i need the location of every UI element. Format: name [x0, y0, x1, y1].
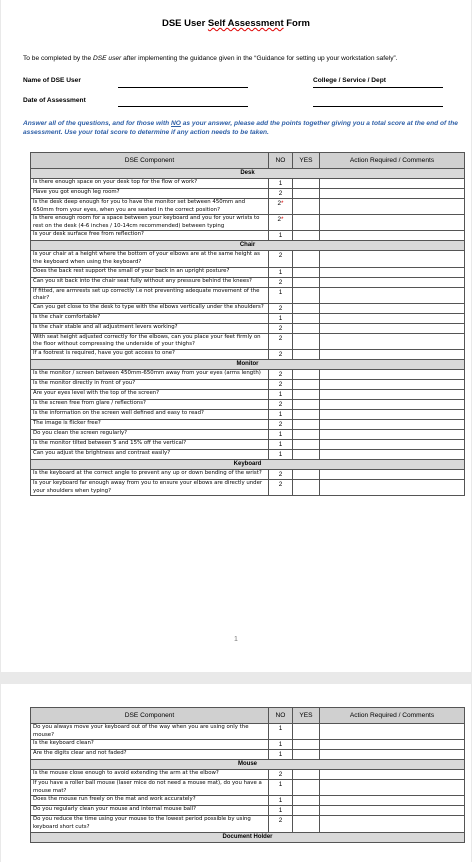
no-score-value: 1 [278, 450, 283, 458]
no-score [269, 409, 293, 419]
yes-cell[interactable] [293, 796, 320, 806]
question-row [31, 750, 465, 760]
no-score [269, 313, 293, 323]
question-text: Is the keyboard clean? [31, 740, 269, 750]
question-text: Is the mouse close enough to avoid extending the arm at the elbow? [31, 770, 269, 780]
yes-cell[interactable] [293, 199, 320, 215]
question-text: Does the back rest support the small of your back in an upright posture? [31, 267, 269, 277]
yes-cell[interactable] [293, 780, 320, 796]
question-row [31, 409, 465, 419]
question-text: Is the information on the screen well defined and easy to read? [31, 409, 269, 419]
no-score-value: 1 [278, 741, 283, 749]
section-row [31, 359, 465, 369]
no-score [269, 449, 293, 459]
question-text: Is the monitor directly in front of you? [31, 379, 269, 389]
no-score [269, 429, 293, 439]
date-field[interactable] [118, 106, 248, 107]
header-yes: YES [293, 153, 320, 169]
action-comments-cell[interactable] [320, 429, 465, 439]
question-text: Can you get close to the desk to type with the elbows vertically under the shoulders? [31, 303, 269, 313]
action-comments-cell[interactable] [320, 189, 465, 199]
action-comments-cell[interactable] [320, 409, 465, 419]
question-row [31, 780, 465, 796]
date-label: Date of Assessment [23, 97, 86, 104]
section-label: Desk [31, 169, 465, 179]
question-text: Can you sit back into the chair seat fully without any pressure behind the knees? [31, 277, 269, 287]
question-text: With seat height adjusted correctly for the elbows, can you place your feet firmly on the floor without compressing the underside of your thighs? [31, 333, 269, 349]
question-row [31, 479, 465, 495]
no-score-value: 2 [278, 370, 283, 378]
asterisk-mark: * [281, 216, 284, 224]
action-comments-cell[interactable] [320, 333, 465, 349]
question-row [31, 389, 465, 399]
no-score [269, 277, 293, 287]
action-comments-cell[interactable] [320, 179, 465, 189]
yes-cell[interactable] [293, 724, 320, 740]
no-score [269, 199, 293, 215]
action-comments-cell[interactable] [320, 399, 465, 409]
no-score-value: 2 [278, 400, 283, 408]
asterisk-mark: * [281, 200, 284, 207]
action-comments-cell[interactable] [320, 780, 465, 796]
no-score [269, 323, 293, 333]
college-field[interactable] [313, 87, 443, 88]
question-row [31, 215, 465, 231]
question-text: Do you always move your keyboard out of the way when you are using only the mouse? [31, 724, 269, 740]
name-label: Name of DSE User [23, 77, 81, 84]
yes-cell[interactable] [293, 323, 320, 333]
section-label: Keyboard [31, 459, 465, 469]
question-text: Do you regularly clean your mouse and internal mouse ball? [31, 806, 269, 816]
header-no: NO [269, 708, 293, 724]
section-label: Mouse [31, 760, 465, 770]
section-row [31, 459, 465, 469]
no-score [269, 816, 293, 832]
form-page-2 [1, 684, 471, 862]
action-comments-cell[interactable] [320, 251, 465, 267]
action-comments-cell[interactable] [320, 389, 465, 399]
yes-cell[interactable] [293, 806, 320, 816]
question-text: Does the mouse run freely on the mat and work accurately? [31, 796, 269, 806]
question-text: Is the chair comfortable? [31, 313, 269, 323]
yes-cell[interactable] [293, 740, 320, 750]
assessment-table-page-1 [30, 152, 465, 496]
yes-cell[interactable] [293, 816, 320, 832]
action-comments-cell[interactable] [320, 770, 465, 780]
yes-cell[interactable] [293, 469, 320, 479]
question-text: Is there enough room for a space between your keyboard and you for your wrists to rest on the desk (4-6 inches / 10-14cm recommended) between typing [31, 215, 269, 231]
yes-cell[interactable] [293, 409, 320, 419]
action-comments-cell[interactable] [320, 449, 465, 459]
no-score-value: 2 [277, 200, 282, 207]
action-comments-cell[interactable] [320, 277, 465, 287]
question-text: If you have a roller ball mouse (laser mice do not need a mouse mat), do you have a mouse mat? [31, 780, 269, 796]
no-score [269, 189, 293, 199]
question-row [31, 429, 465, 439]
no-score [269, 479, 293, 495]
no-score [269, 724, 293, 740]
section-row [31, 169, 465, 179]
action-comments-cell[interactable] [320, 479, 465, 495]
no-score [269, 267, 293, 277]
no-score-value: 1 [278, 180, 283, 187]
no-score-value: 2 [278, 304, 283, 312]
no-score [269, 419, 293, 429]
question-row [31, 449, 465, 459]
assessment-table-page-2 [30, 707, 465, 843]
question-text: Is your desk surface free from reflection? [31, 231, 269, 241]
action-comments-cell[interactable] [320, 199, 465, 215]
header-action: Action Required / Comments [320, 708, 465, 724]
question-text: Is the keyboard at the correct angle to prevent any up or down bending of the wrist? [31, 469, 269, 479]
action-comments-cell[interactable] [320, 287, 465, 303]
yes-cell[interactable] [293, 750, 320, 760]
header-no: NO [269, 153, 293, 169]
question-text: Is your chair at a height where the bottom of your elbows are at the same height as the keyboard when using the keyboard? [31, 251, 269, 267]
action-comments-cell[interactable] [320, 816, 465, 832]
yes-cell[interactable] [293, 189, 320, 199]
yes-cell[interactable] [293, 439, 320, 449]
question-row [31, 277, 465, 287]
action-comments-cell[interactable] [320, 796, 465, 806]
action-comments-cell[interactable] [320, 303, 465, 313]
no-score [269, 215, 293, 231]
question-text: Is the monitor / screen between 450mm-650mm away from your eyes (arms length) [31, 369, 269, 379]
no-score-value: 1 [278, 390, 283, 398]
question-row [31, 770, 465, 780]
no-score [269, 349, 293, 359]
question-row [31, 313, 465, 323]
question-row [31, 189, 465, 199]
no-score [269, 806, 293, 816]
action-comments-cell[interactable] [320, 313, 465, 323]
yes-cell[interactable] [293, 449, 320, 459]
header-component: DSE Component [31, 708, 269, 724]
no-score-value: 1 [278, 232, 283, 240]
question-row [31, 740, 465, 750]
yes-cell[interactable] [293, 251, 320, 267]
extra-field[interactable] [313, 106, 443, 107]
no-score [269, 750, 293, 760]
yes-cell[interactable] [293, 369, 320, 379]
action-comments-cell[interactable] [320, 724, 465, 740]
action-comments-cell[interactable] [320, 349, 465, 359]
question-row [31, 349, 465, 359]
question-text: Is there enough space on your desk top for the flow of work? [31, 179, 269, 189]
section-label: Monitor [31, 359, 465, 369]
no-score-value: 2 [278, 470, 283, 478]
action-comments-cell[interactable] [320, 419, 465, 429]
action-comments-cell[interactable] [320, 806, 465, 816]
no-score-value: 2 [278, 252, 283, 260]
question-row [31, 806, 465, 816]
section-label: Chair [31, 241, 465, 251]
no-score-value: 1 [278, 440, 283, 448]
no-score-value: 2 [278, 480, 283, 488]
question-text: Is the screen free from glare / reflections? [31, 399, 269, 409]
no-score-value: 1 [278, 430, 283, 438]
no-score-value: 2 [278, 420, 283, 428]
question-row [31, 231, 465, 241]
section-row [31, 760, 465, 770]
question-text: Is the monitor tilted between 5 and 15% off the vertical? [31, 439, 269, 449]
yes-cell[interactable] [293, 287, 320, 303]
question-row [31, 267, 465, 277]
question-row [31, 399, 465, 409]
action-comments-cell[interactable] [320, 469, 465, 479]
question-row [31, 469, 465, 479]
question-text: Are the digits clear and not faded? [31, 750, 269, 760]
header-yes: YES [293, 708, 320, 724]
action-comments-cell[interactable] [320, 215, 465, 231]
no-score-value: 2 [278, 380, 283, 388]
question-row [31, 796, 465, 806]
section-row [31, 832, 465, 842]
no-score-value: 2 [278, 771, 283, 779]
yes-cell[interactable] [293, 303, 320, 313]
section-label: Document Holder [31, 832, 465, 842]
header-component: DSE Component [31, 153, 269, 169]
table-body-page-1 [31, 169, 465, 496]
question-row [31, 323, 465, 333]
yes-cell[interactable] [293, 479, 320, 495]
question-row [31, 303, 465, 313]
action-comments-cell[interactable] [320, 231, 465, 241]
no-score [269, 179, 293, 189]
no-score-value: 1 [278, 751, 283, 759]
no-score [269, 439, 293, 449]
no-score-value: 2 [278, 278, 283, 286]
question-row [31, 251, 465, 267]
action-comments-cell[interactable] [320, 267, 465, 277]
no-score [269, 740, 293, 750]
question-text: The image is flicker free? [31, 419, 269, 429]
question-row [31, 379, 465, 389]
no-score-value: 1 [278, 781, 283, 789]
no-score [269, 770, 293, 780]
no-score-value: 1 [278, 268, 283, 276]
yes-cell[interactable] [293, 379, 320, 389]
yes-cell[interactable] [293, 277, 320, 287]
question-row [31, 724, 465, 740]
yes-cell[interactable] [293, 267, 320, 277]
yes-cell[interactable] [293, 179, 320, 189]
no-score-value: 1 [278, 797, 283, 805]
no-score [269, 287, 293, 303]
question-row [31, 333, 465, 349]
question-row [31, 419, 465, 429]
no-score [269, 399, 293, 409]
yes-cell[interactable] [293, 313, 320, 323]
no-score [269, 231, 293, 241]
yes-cell[interactable] [293, 419, 320, 429]
no-score-value: 1 [278, 314, 283, 322]
no-score [269, 251, 293, 267]
action-comments-cell[interactable] [320, 750, 465, 760]
yes-cell[interactable] [293, 215, 320, 231]
question-row [31, 439, 465, 449]
no-score [269, 780, 293, 796]
no-score [269, 379, 293, 389]
no-score [269, 796, 293, 806]
no-score-value: 1 [278, 807, 283, 815]
no-score-value: 1 [278, 725, 283, 732]
yes-cell[interactable] [293, 231, 320, 241]
question-text: Do you clean the screen regularly? [31, 429, 269, 439]
question-text: Is the desk deep enough for you to have the monitor set between 450mm and 650mm from your eyes, when you are seated in the correct position? [31, 199, 269, 215]
action-comments-cell[interactable] [320, 439, 465, 449]
header-action: Action Required / Comments [320, 153, 465, 169]
form-page-1 [1, 0, 471, 672]
no-score-value: 2 [278, 334, 283, 342]
question-row [31, 369, 465, 379]
intro-text: To be completed by the DSE user after implementing the guidance given in the “Guidance for setting up your workstation safely”. [23, 55, 398, 62]
question-text: If fitted, are armrests set up correctly i.e not preventing adequate movement of the chair? [31, 287, 269, 303]
yes-cell[interactable] [293, 389, 320, 399]
question-text: Can you adjust the brightness and contrast easily? [31, 449, 269, 459]
table-body-page-2 [31, 724, 465, 843]
yes-cell[interactable] [293, 429, 320, 439]
question-text: Is your keyboard far enough away from you to ensure your elbows are directly under your shoulders when typing? [31, 479, 269, 495]
no-score-value: 2 [278, 350, 283, 358]
no-score-value: 2 [278, 190, 283, 197]
no-score-value: 2 [277, 216, 282, 224]
no-score-value: 2 [278, 324, 283, 332]
no-score [269, 389, 293, 399]
yes-cell[interactable] [293, 333, 320, 349]
no-score [269, 303, 293, 313]
no-score [269, 369, 293, 379]
no-score [269, 469, 293, 479]
question-text: If a footrest is required, have you got access to one? [31, 349, 269, 359]
action-comments-cell[interactable] [320, 323, 465, 333]
question-row [31, 199, 465, 215]
no-score-value: 2 [278, 817, 283, 825]
action-comments-cell[interactable] [320, 369, 465, 379]
name-field[interactable] [118, 87, 248, 88]
question-row [31, 816, 465, 832]
college-label: College / Service / Dept [313, 77, 386, 84]
form-title: DSE User Self Assessment Form [161, 18, 310, 29]
yes-cell[interactable] [293, 399, 320, 409]
question-text: Is the chair stable and all adjustment levers working? [31, 323, 269, 333]
question-row [31, 287, 465, 303]
question-row [31, 179, 465, 189]
page-number: 1 [234, 636, 238, 643]
no-score-value: 1 [278, 410, 283, 418]
yes-cell[interactable] [293, 349, 320, 359]
question-text: Are your eyes level with the top of the screen? [31, 389, 269, 399]
no-score [269, 333, 293, 349]
section-row [31, 241, 465, 251]
action-comments-cell[interactable] [320, 379, 465, 389]
question-text: Have you got enough leg room? [31, 189, 269, 199]
no-score-value: 1 [278, 288, 283, 296]
yes-cell[interactable] [293, 770, 320, 780]
instructions-text: Answer all of the questions, and for those with NO as your answer, please add the points together giving you a total score at the end of the assessment. Use your total score to determine if any action needs to be taken. [23, 120, 458, 136]
action-comments-cell[interactable] [320, 740, 465, 750]
question-text: Do you reduce the time using your mouse to the lowest period possible by using keyboard short cuts? [31, 816, 269, 832]
